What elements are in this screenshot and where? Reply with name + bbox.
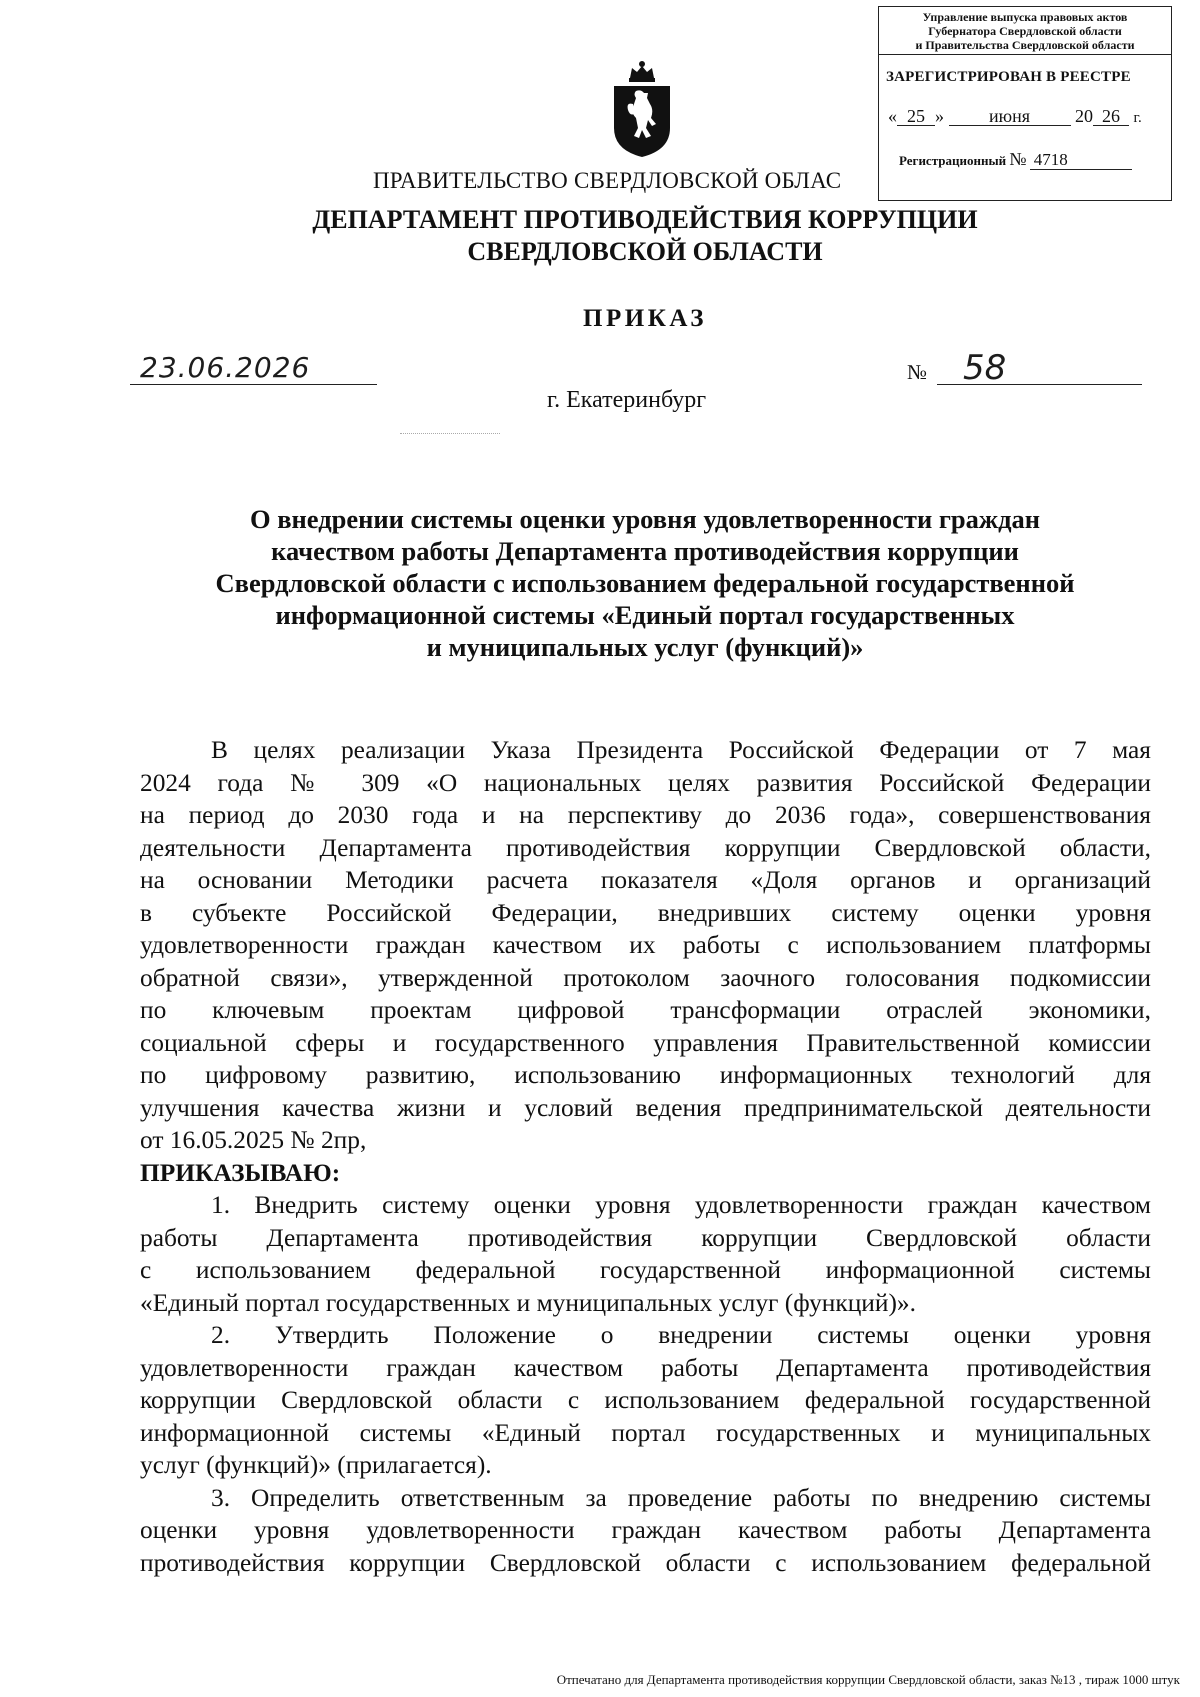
body-line: информационной системы «Единый портал государственных и муниципальных: [140, 1418, 1151, 1447]
body-line: от 16.05.2025 № 2пр,: [140, 1126, 367, 1154]
stamp-year-suffix: 26: [1093, 107, 1129, 126]
body-line: на основании Методики расчета показателя «Доля органов и организаций: [140, 866, 1151, 894]
registration-stamp: [878, 6, 1172, 201]
title-line: Свердловской области с использованием федеральной государственной: [215, 568, 1075, 598]
body-line: удовлетворенности граждан качеством их работы с использованием платформы: [140, 931, 1151, 959]
stamp-number-label: Регистрационный: [899, 153, 1007, 168]
stamp-open-quote: «: [888, 106, 897, 126]
body-line: социальной сферы и государственного управления Правительственной комиссии: [140, 1028, 1151, 1057]
document-title: [140, 503, 1150, 663]
stamp-close-quote: »: [935, 106, 944, 126]
body-line: в субъекте Российской Федерации, внедривших систему оценки уровня: [140, 898, 1151, 927]
body-line: услуг (функций)» (прилагается).: [140, 1451, 492, 1479]
body-line: улучшения качества жизни и условий ведения предпринимательской деятельности: [140, 1093, 1151, 1122]
title-line: О внедрении системы оценки уровня удовлетворенности граждан: [249, 504, 1041, 534]
stamp-authority: [879, 7, 1171, 55]
stamp-number-sign: №: [1009, 149, 1027, 169]
stamp-status: ЗАРЕГИСТРИРОВАН В РЕЕСТРЕ: [886, 69, 1131, 85]
stamp-authority-line: Управление выпуска правовых актов: [922, 10, 1128, 24]
body-line: 1. Внедрить систему оценки уровня удовлетворенности граждан качеством: [211, 1191, 1151, 1219]
city: г. Екатеринбург: [547, 387, 707, 413]
document-body: [140, 734, 1151, 1579]
title-line: информационной системы «Единый портал государственных: [275, 600, 1015, 630]
order-directive: ПРИКАЗЫВАЮ:: [140, 1158, 341, 1187]
title-line: качеством работы Департамента противодействия коррупции: [271, 536, 1019, 566]
body-line: оценки уровня удовлетворенности граждан качеством работы Департамента: [140, 1516, 1151, 1544]
document-type: ПРИКАЗ: [583, 305, 707, 332]
stamp-authority-line: и Правительства Свердловской области: [915, 38, 1135, 52]
body-line: на период до 2030 года и на перспективу до 2036 года», совершенствования: [140, 801, 1151, 829]
body-line: по цифровому развитию, использованию информационных технологий для: [140, 1061, 1151, 1089]
government-name: ПРАВИТЕЛЬСТВО СВЕРДЛОВСКОЙ ОБЛАС: [373, 168, 842, 193]
stamp-date-row: [888, 106, 1171, 127]
body-line: В целях реализации Указа Президента Российской Федерации от 7 мая: [211, 736, 1151, 764]
stamp-month: июня: [949, 107, 1071, 126]
stamp-number-row: [899, 149, 1171, 170]
body-line: противодействия коррупции Свердловской области с использованием федеральной: [140, 1548, 1151, 1577]
body-line: удовлетворенности граждан качеством работы Департамента противодействия: [140, 1353, 1151, 1382]
body-line: обратной связи», утвержденной протоколом заочного голосования подкомиссии: [140, 963, 1151, 992]
body-line: работы Департамента противодействия коррупции Свердловской области: [140, 1223, 1151, 1252]
title-line: и муниципальных услуг (функций)»: [426, 632, 864, 662]
order-number: 58: [963, 348, 1007, 388]
body-line: 2. Утвердить Положение о внедрении системы оценки уровня: [211, 1321, 1151, 1349]
body-line: по ключевым проектам цифровой трансформации отраслей экономики,: [140, 996, 1151, 1024]
stamp-authority-line: Губернатора Свердловской области: [928, 24, 1122, 38]
stamp-day: 25: [897, 107, 935, 126]
department-name-line2: СВЕРДЛОВСКОЙ ОБЛАСТИ: [467, 237, 823, 266]
order-date: 23.06.2026: [130, 352, 377, 385]
body-line: «Единый портал государственных и муниципальных услуг (функций)».: [140, 1288, 916, 1317]
department-name-line1: ДЕПАРТАМЕНТ ПРОТИВОДЕЙСТВИЯ КОРРУПЦИИ: [312, 205, 978, 234]
stamp-year-mark: г.: [1133, 110, 1142, 126]
stamp-number: 4718: [1030, 151, 1132, 170]
print-footer: Отпечатано для Департамента противодействия коррупции Свердловской области, заказ №13 , тираж 1000 штук: [556, 1672, 1180, 1687]
coat-of-arms-icon: [606, 58, 678, 158]
stamp-year-prefix: 20: [1075, 106, 1093, 126]
divider: [400, 433, 500, 434]
body-line: 2024 года № 309 «О национальных целях развития Российской Федерации: [140, 768, 1151, 797]
body-line: 3. Определить ответственным за проведение работы по внедрению системы: [211, 1483, 1151, 1512]
body-line: коррупции Свердловской области с использованием федеральной государственной: [140, 1386, 1151, 1414]
body-line: деятельности Департамента противодействия коррупции Свердловской области,: [140, 833, 1151, 862]
order-number-sign: №: [907, 360, 928, 384]
body-line: с использованием федеральной государственной информационной системы: [140, 1256, 1151, 1284]
